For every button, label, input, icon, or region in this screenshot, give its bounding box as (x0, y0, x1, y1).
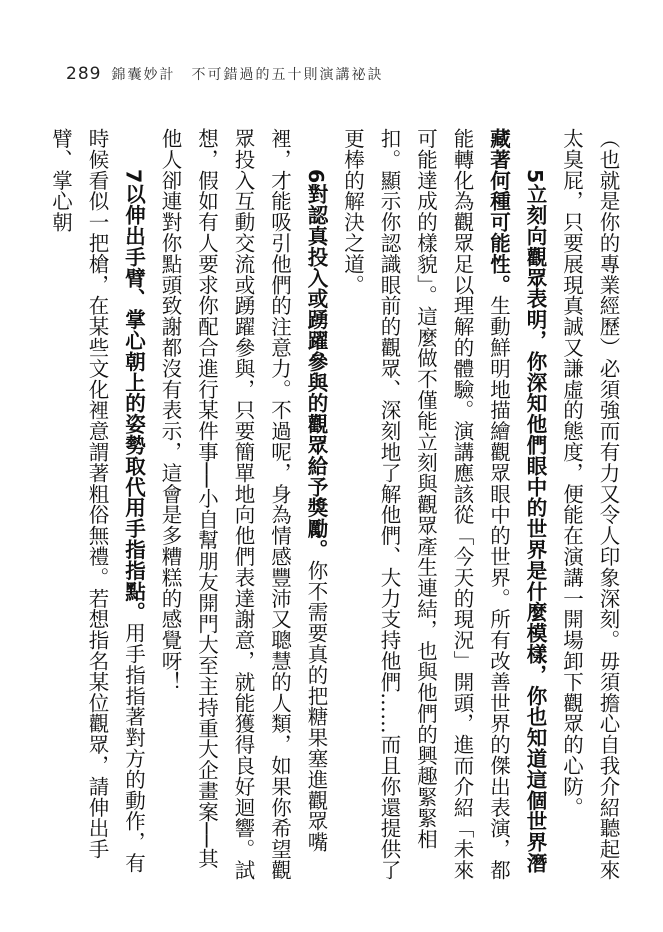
tip-7-paragraph (42, 128, 152, 884)
tip-6-paragraph (152, 128, 335, 884)
tip-5-paragraph (334, 128, 553, 884)
tip-7-body: 用手指指著對方的動作，有時候看似一把槍，在某些文化裡意謂著粗俗無禮。若想指名某位觀眾，請伸出手臂、掌心朝 (48, 128, 146, 874)
paragraph-intro (553, 128, 626, 884)
book-title: 錦囊妙計 (111, 67, 176, 83)
tip-6-number: 6 (304, 169, 328, 184)
page-body (42, 128, 626, 884)
chapter-title: 不可錯過的五十則演講祕訣 (191, 67, 384, 83)
tip-6-heading: 對認真投入或踴躍參與的觀眾給予獎勵。 (304, 183, 328, 560)
tip-6-body: 你不需要真的把糖果塞進觀眾嘴裡，才能吸引他們的注意力。不過呢，身為情感豐沛又聰慧的人類，如果你希望觀眾投入互動交流或踴躍參與，只要簡單地向他們表達謝意，就能獲得良好迴響。試想，假如有人要求你配合進行某件事──小自幫朋友開門大至主持重大企畫案──其他人卻連對你點頭致謝都沒有表示，這會是多糟糕的感覺呀！ (158, 128, 328, 881)
tip-5-heading: 立刻向觀眾表明，你深知他們眼中的世界是什麼模樣，你也知道這個世界潛藏著何種可能性。 (486, 128, 547, 874)
tip-7-heading: 以伸出手臂、掌心朝上的姿勢取代用手指指點。 (121, 183, 146, 623)
tip-7-number: 7 (121, 169, 146, 184)
tip-5-number: 5 (523, 169, 547, 184)
tip-5-body: 生動鮮明地描繪觀眾眼中的世界。所有改善世界的傑出表演，都能轉化為觀眾足以理解的體驗。演講應該從「今天的現況」開頭，進而介紹「未來可能達成的樣貌」。這麼做不僅能立刻與觀眾產生連結，也與他們的興趣緊緊相扣。顯示你認識眼前的觀眾、深刻地了解他們、大力支持他們……而且你還提供了更棒的解決之道。 (340, 128, 511, 881)
paragraph-intro-text: （也就是你的專業經歷）必須強而有力又令人印象深刻。毋須擔心自我介紹聽起來太臭屁，只要展現真誠又謙虛的態度，便能在演講一開場卸下觀眾的心防。 (559, 128, 620, 881)
page-header (66, 64, 383, 94)
page-number: 289 (66, 64, 102, 84)
